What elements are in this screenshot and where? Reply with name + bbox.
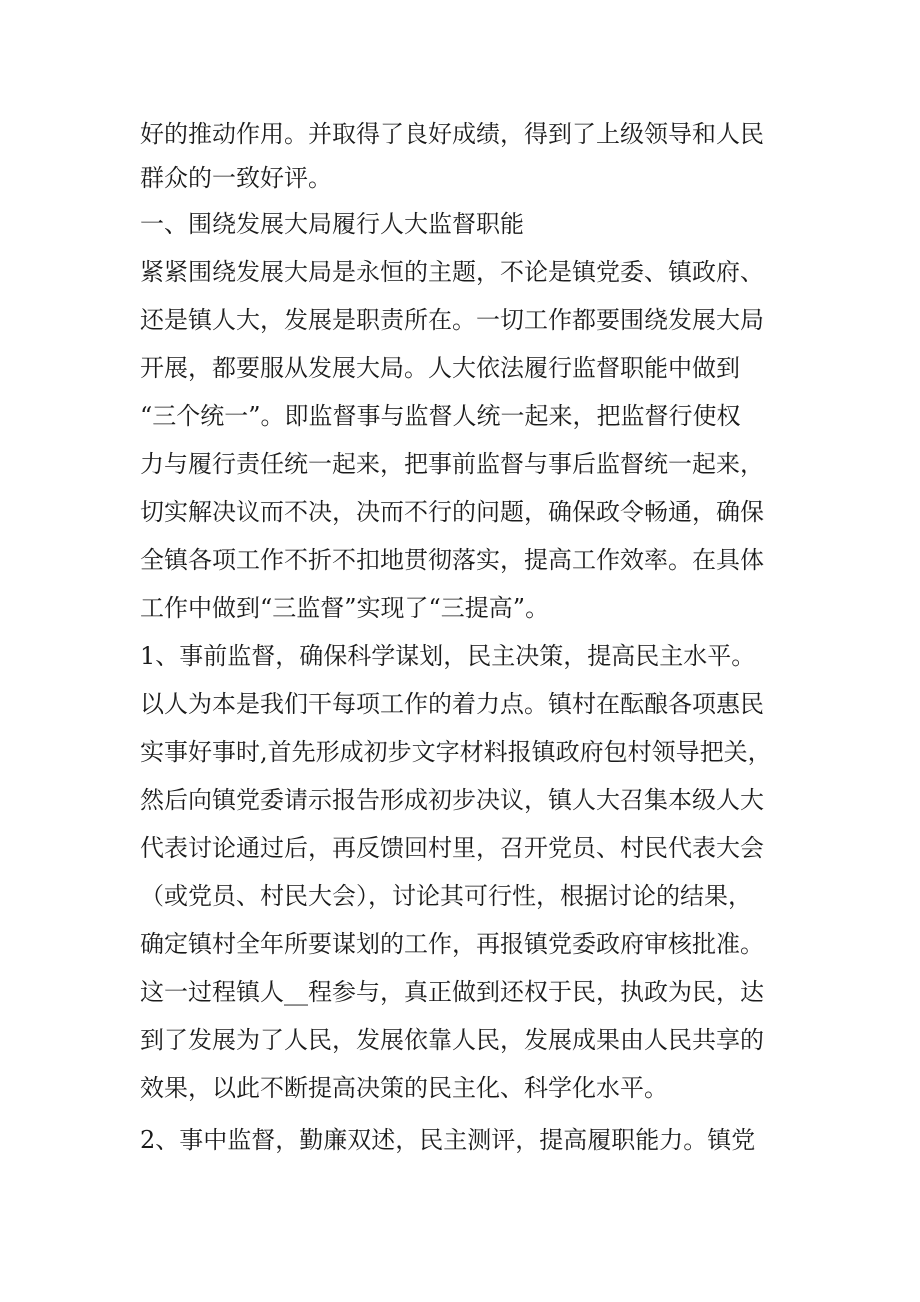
text-line: 全镇各项工作不折不扣地贯彻落实，提高工作效率。在具体 [140,546,764,574]
text-line: 工作中做到“三监督”实现了“三提高”。 [140,594,550,622]
section-heading: 一、围绕发展大局履行人大监督职能 [140,210,524,238]
document-body [140,112,800,1164]
text-line: “三个统一”。即监督事与监督人统一起来，把监督行使权 [140,402,741,430]
text-line: 确定镇村全年所要谋划的工作，再报镇党委政府审核批准。 [140,930,764,958]
subsection-heading: 2、事中监督，勤廉双述，民主测评，提高履职能力。镇党 [140,1126,756,1154]
text-line: 效果，以此不断提高决策的民主化、科学化水平。 [140,1074,668,1102]
text-line: 然后向镇党委请示报告形成初步决议，镇人大召集本级人大 [140,786,764,814]
text-line: 紧紧围绕发展大局是永恒的主题，不论是镇党委、镇政府、 [140,258,764,286]
text-line: 还是镇人大，发展是职责所在。一切工作都要围绕发展大局 [140,306,764,334]
text-line: 代表讨论通过后，再反馈回村里，召开党员、村民代表大会 [140,834,764,862]
text-line: （或党员、村民大会），讨论其可行性，根据讨论的结果， [140,882,752,910]
text-line: 到了发展为了人民，发展依靠人民，发展成果由人民共享的 [140,1026,764,1054]
text-line: 群众的一致好评。 [140,164,332,192]
text-line: 好的推动作用。并取得了良好成绩，得到了上级领导和人民 [140,120,764,148]
text-line: 以人为本是我们干每项工作的着力点。镇村在酝酿各项惠民 [140,690,764,718]
text-line: 力与履行责任统一起来，把事前监督与事后监督统一起来， [140,450,764,478]
text-line: 这一过程镇人__程参与，真正做到还权于民，执政为民，达 [140,978,764,1006]
text-line: 实事好事时,首先形成初步文字材料报镇政府包村领导把关， [140,738,772,766]
subsection-heading: 1、事前监督，确保科学谋划，民主决策，提高民主水平。 [140,642,756,670]
text-line: 切实解决议而不决，决而不行的问题，确保政令畅通，确保 [140,498,764,526]
text-line: 开展，都要服从发展大局。人大依法履行监督职能中做到 [140,354,740,382]
